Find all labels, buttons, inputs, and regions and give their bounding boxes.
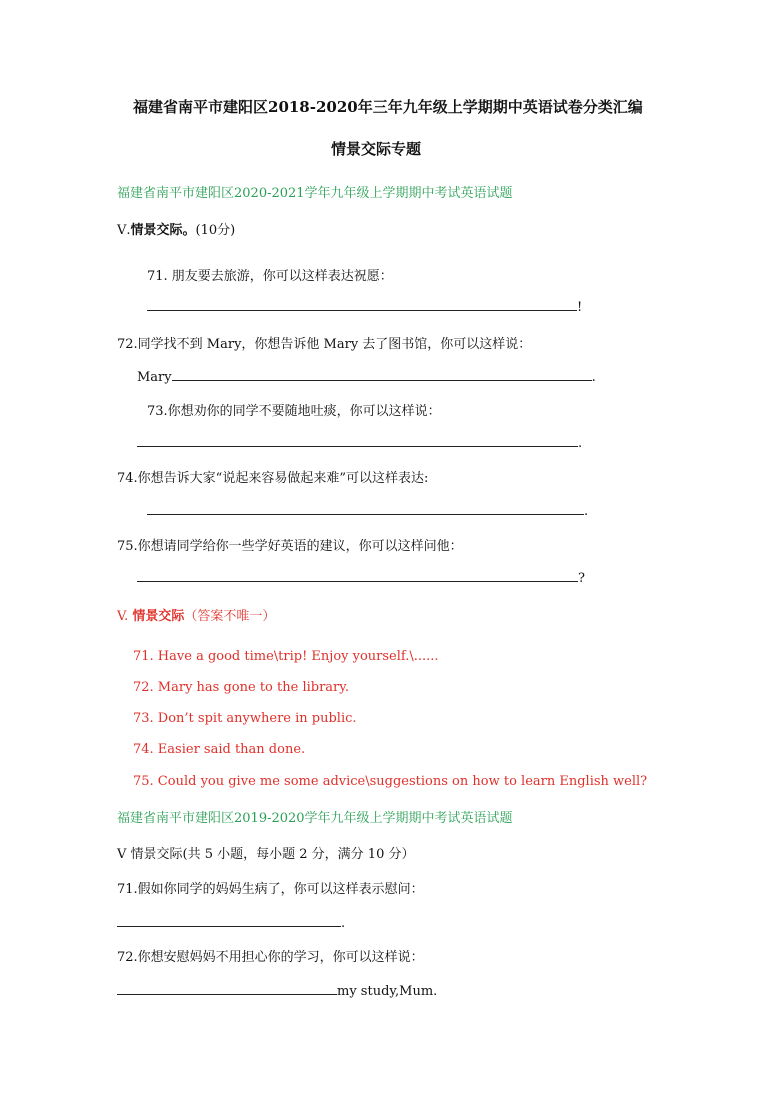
blank-72-start: Mary	[137, 370, 172, 385]
answer-item-74: 74. Easier said than done.	[133, 742, 306, 757]
answer-line2-72[interactable]	[117, 980, 437, 999]
answer-line-75[interactable]	[137, 567, 585, 586]
answer-item-75: 75. Could you give me some advice\suggestions on how to learn English well?	[133, 774, 648, 789]
question-73: 73.你想劝你的同学不要随地吐痰，你可以这样说：	[147, 404, 441, 419]
document-title: 福建省南平市建阳区2018-2020年三年九年级上学期期中英语试卷分类汇编	[133, 98, 643, 116]
section1-heading	[117, 219, 235, 238]
blank-72-end: .	[591, 370, 596, 385]
section1-heading-score: (10分)	[195, 223, 236, 238]
answers-heading-prefix: V.	[117, 609, 129, 624]
question-74: 74.你想告诉大家“说起来容易做起来难”可以这样表达:	[117, 471, 429, 486]
question-71: 71. 朋友要去旅游，你可以这样表达祝愿：	[147, 269, 393, 284]
blank2-71[interactable]	[117, 912, 341, 927]
section2-heading: V 情景交际(共 5 小题，每小题 2 分，满分 10 分）	[117, 847, 415, 862]
question2-72: 72.你想安慰妈妈不用担心你的学习，你可以这样说：	[117, 950, 424, 965]
blank-75[interactable]	[137, 567, 578, 582]
answers-heading-note: （答案不唯一）	[184, 609, 276, 624]
question-75: 75.你想请同学给你一些学好英语的建议，你可以这样问他：	[117, 539, 463, 554]
blank-73-end: .	[578, 436, 583, 451]
section2-source: 福建省南平市建阳区2019-2020学年九年级上学期期中考试英语试题	[117, 811, 513, 826]
blank-71-end: !	[577, 300, 583, 315]
question2-71: 71.假如你同学的妈妈生病了，你可以这样表示慰问：	[117, 882, 424, 897]
blank2-71-end: .	[341, 916, 346, 931]
section1-source: 福建省南平市建阳区2020-2021学年九年级上学期期中考试英语试题	[117, 186, 513, 201]
answer-line-71[interactable]	[147, 296, 582, 315]
answer-line-74[interactable]	[147, 500, 588, 519]
answer-item-73: 73. Don’t spit anywhere in public.	[133, 711, 357, 726]
answer-line2-71[interactable]	[117, 912, 345, 931]
answer-line-72[interactable]	[137, 366, 596, 385]
blank2-72[interactable]	[117, 980, 337, 995]
blank-74-end: .	[584, 504, 589, 519]
blank2-72-end: my study,Mum.	[337, 984, 438, 999]
blank-75-end: ?	[578, 571, 585, 586]
blank-74[interactable]	[147, 500, 584, 515]
answers-heading	[117, 605, 275, 624]
answer-line-73[interactable]	[137, 432, 582, 451]
section1-heading-prefix: Ⅴ.	[117, 223, 131, 238]
answer-item-72: 72. Mary has gone to the library.	[133, 680, 350, 695]
question-72: 72.同学找不到 Mary，你想告诉他 Mary 去了图书馆，你可以这样说：	[117, 337, 532, 352]
blank-73[interactable]	[137, 432, 578, 447]
section1-heading-main: 情景交际。	[130, 223, 196, 238]
answers-heading-main: 情景交际	[132, 609, 185, 624]
blank-72[interactable]	[172, 366, 592, 381]
document-subtitle: 情景交际专题	[331, 140, 422, 158]
answer-item-71: 71. Have a good time\trip! Enjoy yourself.\......	[133, 649, 439, 664]
blank-71[interactable]	[147, 296, 577, 311]
